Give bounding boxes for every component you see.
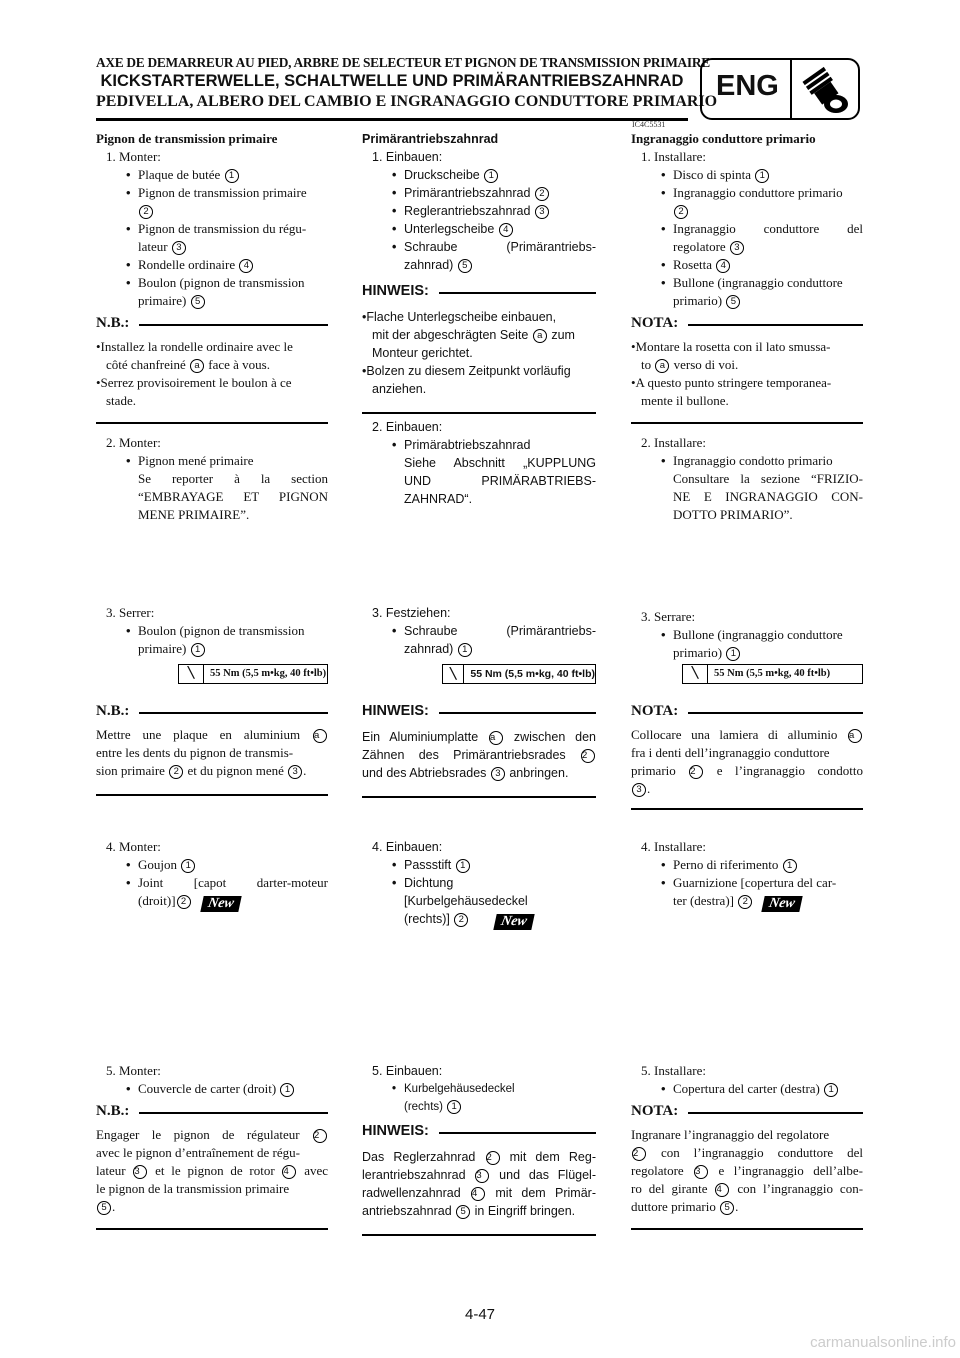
fr-item: • Boulon (pignon de transmission [96,274,328,292]
it-block-5: 5. Installare: • Copertura del carter (destra) 1 [631,1062,863,1098]
wrench-icon: ╲ [179,665,204,683]
section-code: IC4C5531 [632,120,666,129]
it-note-3: NOTA: Ingranare l’ingranaggio del regolatore 2 con l’ingranaggio conduttore del regolatore 3 e l’ingranaggio dell’albe- ro del girante 4 con l’ingranaggio con- duttore primario 5 . [631,1100,863,1230]
fr-block-5: 5. Monter: • Couvercle de carter (droit) 1 [96,1062,328,1098]
de-note-2: HINWEIS: Ein Aluminiumplatte a zwischen den Zähnen des Primärantriebsrades 2 und des Abtriebsrades 3 anbringen. [362,700,596,798]
de-note-3: HINWEIS: Das Reglerzahnrad 2 mit dem Reg- lerantriebszahnrad 3 und das Flügel- radwellenzahnrad 4 mit dem Primär- antriebszahnrad 5 in Eingriff bringen. [362,1120,596,1236]
it-title: Ingranaggio conduttore primario [631,131,816,146]
engine-icon [798,66,854,116]
fr-block-2: 2. Monter: • Pignon mené primaire Se reporter à la section “EMBRAYAGE ET PIGNON MENE PRIMAIRE”. [96,434,328,524]
fr-title: Pignon de transmission primaire [96,131,278,146]
torque-spec: ╲ 55 Nm (5,5 m•kg, 40 ft•lb) [442,664,596,684]
wrench-icon: ╲ [683,665,708,683]
it-note-2: NOTA: Collocare una lamiera di alluminio a fra i denti dell’ingranaggio conduttore primario 2 e l’ingranaggio condotto 3 . [631,700,863,810]
de-block-5: 5. Einbauen: • Kurbelgehäusedeckel (rechts) 1 [362,1062,596,1116]
de-block-2: 2. Einbauen: • Primärabtriebszahnrad Siehe Abschnitt „KUPPLUNG UND PRIMÄRABTRIEBS- ZAHNRAD“. [362,418,596,508]
header-title-it: PEDIVELLA, ALBERO DEL CAMBIO E INGRANAGGIO CONDUTTORE PRIMARIO [96,93,718,110]
de-block-4: 4. Einbauen: • Passstift 1 • Dichtung [Kurbelgehäusedeckel (rechts)] 2 New [362,838,596,930]
badge-divider [790,60,792,118]
new-part-badge: New [762,896,803,912]
fr-note-1: N.B.: •Installez la rondelle ordinaire avec le côté chanfreiné a face à vous. •Serrez provisoirement le boulon à ce stade. [96,312,328,424]
new-part-badge: New [200,896,241,912]
it-block-4: 4. Installare: • Perno di riferimento 1 • Guarnizione [copertura del car- ter (destra)] 2 New [631,838,863,912]
fr-item: • Plaque de butée 1 [96,166,328,184]
de-title: Primärantriebszahnrad [362,132,499,146]
page-number: 4-47 [464,1306,496,1323]
it-note-1: NOTA: •Montare la rosetta con il lato smussa- to a verso di voi. •A questo punto stringere temporanea- mente il bullone. [631,312,863,424]
fr-item: • Pignon de transmission primaire [96,184,328,202]
watermark: carmanualsonline.info [810,1334,956,1351]
section-badge [700,58,860,120]
badge-label: ENG [716,70,779,102]
fr-block-4: 4. Monter: • Goujon 1 • Joint [capot darter-moteur (droit)] 2 New [96,838,328,912]
torque-spec: ╲ 55 Nm (5,5 m•kg, 40 ft•lb) [178,664,328,684]
it-block-2: 2. Installare: • Ingranaggio condotto primario Consultare la sezione “FRIZIO- NE E INGRANAGGIO CON- DOTTO PRIMARIO”. [631,434,863,524]
fr-item: • Rondelle ordinaire 4 [96,256,328,274]
it-block-3: 3. Serrare: • Bullone (ingranaggio conduttore primario) 1 [631,608,863,662]
torque-spec: ╲ 55 Nm (5,5 m•kg, 40 ft•lb) [682,664,863,684]
fr-item: • Pignon de transmission du régu- [96,220,328,238]
wrench-icon: ╲ [443,665,464,683]
de-note-1: HINWEIS: •Flache Unterlegscheibe einbauen, mit der abgeschrägten Seite a zum Monteur gerichtet. •Bolzen zu diesem Zeitpunkt vorläufig anziehen. [362,280,596,414]
it-block-1: Ingranaggio conduttore primario 1. Installare: • Disco di spinta 1 • Ingranaggio conduttore primario 2 • Ingranaggio conduttore del regolatore 3 • Rosetta 4 • Bullone (ingranaggio conduttore primario) 5 [631,130,863,310]
note-heading: N.B.: [96,315,130,331]
de-block-3: 3. Festziehen: • Schraube (Primärantriebs- zahnrad) 1 [362,604,596,658]
fr-step-1: 1. Monter: [106,149,161,164]
new-part-badge: New [494,914,535,930]
header-title-fr: AXE DE DEMARREUR AU PIED, ARBRE DE SELECTEUR ET PIGNON DE TRANSMISSION PRIMAIRE [96,55,710,70]
fr-note-3: N.B.: Engager le pignon de régulateur 2 avec le pignon d’entraînement de régu- lateur 3 et le pignon de rotor 4 avec le pignon de la transmission primaire 5 . [96,1100,328,1230]
de-block-1: Primärantriebszahnrad 1. Einbauen: • Druckscheibe 1 • Primärantriebszahnrad 2 • Reglerantriebszahnrad 3 • Unterlegscheibe 4 • Schraube (Primärantriebs- zahnrad) 5 [362,130,596,274]
header-title-de: KICKSTARTERWELLE, SCHALTWELLE UND PRIMÄRANTRIEBSZAHNRAD [100,72,684,90]
header-rule [96,118,688,121]
fr-block-3: 3. Serrer: • Boulon (pignon de transmission primaire) 1 [96,604,328,658]
fr-block-1: Pignon de transmission primaire 1. Monter: • Plaque de butée 1 • Pignon de transmission primaire 2 • Pignon de transmission du régu- lateur 3 • Rondelle ordinaire 4 • Boulon (pignon de transmission primaire) 5 [96,130,328,310]
section-header [96,54,718,111]
fr-note-2: N.B.: Mettre une plaque en aluminium a entre les dents du pignon de transmis- sion primaire 2 et du pignon mené 3 . [96,700,328,796]
